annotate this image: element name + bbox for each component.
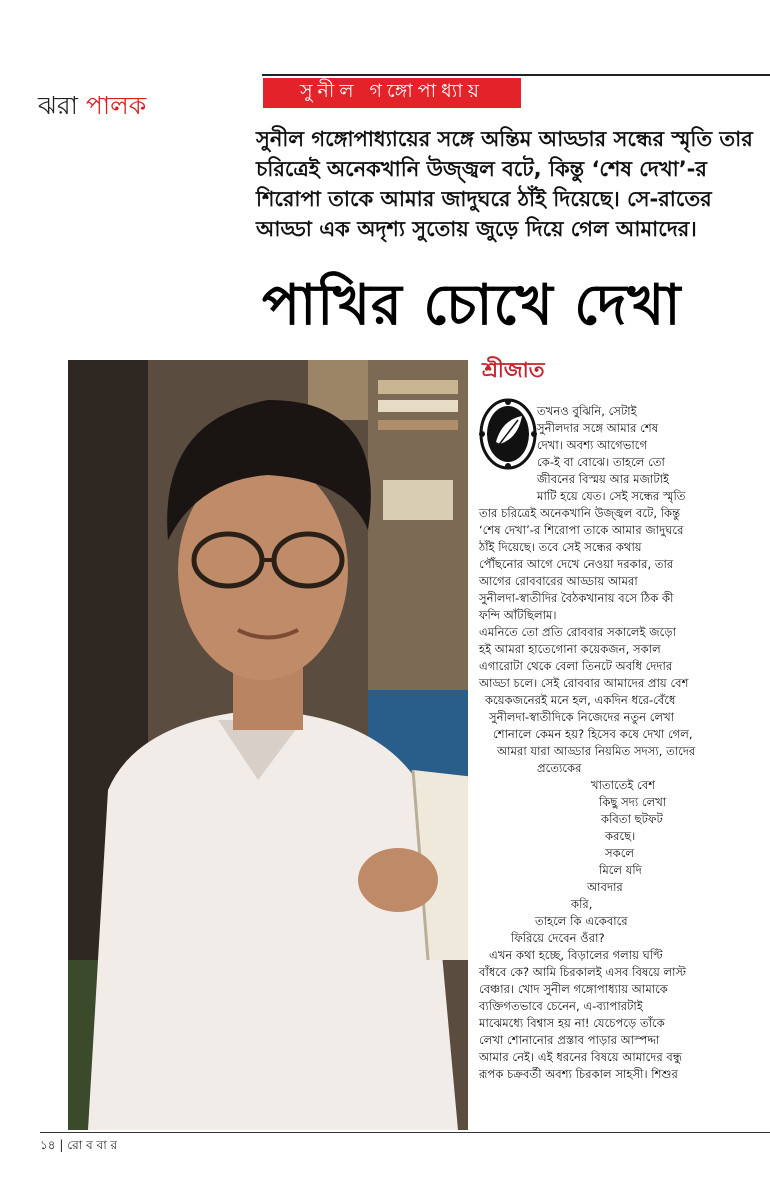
- body-line: লেখা শোনানোর প্রস্তাব পাড়ার আস্পদ্দা: [479, 1033, 660, 1047]
- footer-rule: [40, 1132, 770, 1133]
- magazine-name: রো ব বা র: [67, 1138, 118, 1152]
- body-line: ঠাঁই দিয়েছে। তবে সেই সন্ধের কথায়: [479, 540, 642, 554]
- intro-line: আড্ডা এক অদৃশ্য সুতোয় জুড়ে দিয়ে গেল আমাদের।: [256, 217, 697, 241]
- body-line: জীবনের বিস্ময় আর মজাটাই: [537, 472, 670, 486]
- body-line: সুনীলদা-স্বাতীদির বৈঠকখানায় বসে ঠিক কী: [479, 591, 674, 605]
- body-line: এখন কথা হচ্ছে, বিড়ালের গলায় ঘণ্টি: [489, 948, 663, 962]
- body-line: কিছু সদ্য লেখা: [599, 795, 667, 809]
- body-line: মিলে যদি: [599, 863, 642, 877]
- body-line: ফন্দি আঁটছিলাম।: [479, 608, 557, 622]
- body-line: কবিতা ছটফট: [601, 812, 663, 826]
- body-line: শোনালে কেমন হয়? হিসেব কষে দেখা গেল,: [493, 727, 693, 741]
- body-line: কয়েকজনেরই মনে হল, একদিন ধরে-বেঁধে: [485, 693, 676, 707]
- body-line: পৌঁছনোর আগে দেখে নেওয়া দরকার, তার: [479, 557, 674, 571]
- body-line: আমরা যারা আড্ডার নিয়মিত সদস্য, তাদের: [497, 744, 696, 758]
- body-line: এমনিতে তো প্রতি রোববার সকালেই জড়ো: [479, 625, 676, 639]
- intro-line: চরিত্রেই অনেকখানি উজ্জ্বল বটে, কিন্তু ‘শেষ দেখা’-র: [256, 157, 707, 181]
- body-line: মাটি হয়ে যেত। সেই সন্ধের স্মৃতি: [537, 489, 686, 503]
- intro-line: সুনীল গঙ্গোপাধ্যায়ের সঙ্গে অন্তিম আড্ডার সন্ধের স্মৃতি তার: [256, 127, 753, 151]
- body-line: ব্যক্তিগতভাবে চেনেন, এ-ব্যাপারটাই: [479, 999, 643, 1013]
- body-line: করি,: [571, 897, 593, 911]
- section-accent: পালক: [85, 91, 147, 120]
- footer-separator: |: [59, 1138, 68, 1152]
- body-line: ফিরিয়ে দেবেন ওঁরা?: [511, 931, 605, 945]
- body-line: সুনীলদার সঙ্গে আমার শেষ: [537, 421, 659, 435]
- intro-line: শিরোপা তাকে আমার জাদুঘরে ঠাঁই দিয়েছে। সে-রাতের: [256, 187, 712, 211]
- body-line: সুনীলদা-স্বাতীদিকে নিজেদের নতুন লেখা: [489, 710, 675, 724]
- intro-standfirst: [256, 124, 756, 244]
- section-tag: [38, 86, 146, 129]
- body-line: কে-ই বা বোঝে। তাহলে তো: [537, 455, 665, 469]
- author-photo: [68, 360, 468, 1130]
- body-line: এগারোটা থেকে বেলা তিনটে অবধি দেদার: [479, 659, 673, 673]
- body-line: প্রত্যেকের: [537, 761, 582, 775]
- body-line: করছে।: [605, 829, 636, 843]
- body-line: তাহলে কি একেবারে: [535, 914, 628, 928]
- section-prefix: ঝরা: [38, 91, 78, 120]
- body-line: বেঞ্চার। খোদ সুনীল গঙ্গোপাধ্যায় আমাকে: [479, 982, 668, 996]
- body-line: আগের রোববারের আড্ডায় আমরা: [479, 574, 638, 588]
- series-banner: সুনীল গঙ্গোপাধ্যায়: [263, 78, 521, 108]
- body-line: দেখা। অবশ্য আগেভাগে: [537, 438, 648, 452]
- page-footer: [40, 1137, 117, 1157]
- body-line: হই আমরা হাতেগোনা কয়েকজন, সকাল: [479, 642, 661, 656]
- body-line: তখনও বুঝিনি, সেটাই: [537, 404, 637, 418]
- body-line: মাঝেমধ্যে বিশ্বাস হয় না! যেচেপড়ে তাঁকে: [479, 1016, 665, 1030]
- body-line: বাঁধবে কে? আমি চিরকালই এসব বিষয়ে লাস্ট: [479, 965, 686, 979]
- page-number: ১৪: [40, 1138, 56, 1152]
- article-body: [479, 403, 764, 1083]
- body-line: ‘শেষ দেখা’-র শিরোপা তাকে আমার জাদুঘরে: [479, 523, 684, 537]
- body-line: রূপক চক্রবর্তী অবশ্য চিরকাল সাহসী। শিশুর: [479, 1067, 678, 1081]
- body-line: সকলে: [605, 846, 635, 860]
- body-line: তার চরিত্রেই অনেকখানি উজ্জ্বল বটে, কিন্তু: [479, 506, 681, 520]
- header-rule: [262, 74, 770, 76]
- author-byline: শ্রীজাত: [482, 358, 545, 382]
- article-headline: পাখির চোখে দেখা: [262, 273, 682, 338]
- body-line: খাতাতেই বেশ: [591, 778, 656, 792]
- body-line: আবদার: [587, 880, 623, 894]
- body-line: আমার নেই। এই ধরনের বিষয়ে আমাদের বন্ধু: [479, 1050, 683, 1064]
- body-line: আড্ডা চলে। সেই রোববার আমাদের প্রায় বেশ: [479, 676, 689, 690]
